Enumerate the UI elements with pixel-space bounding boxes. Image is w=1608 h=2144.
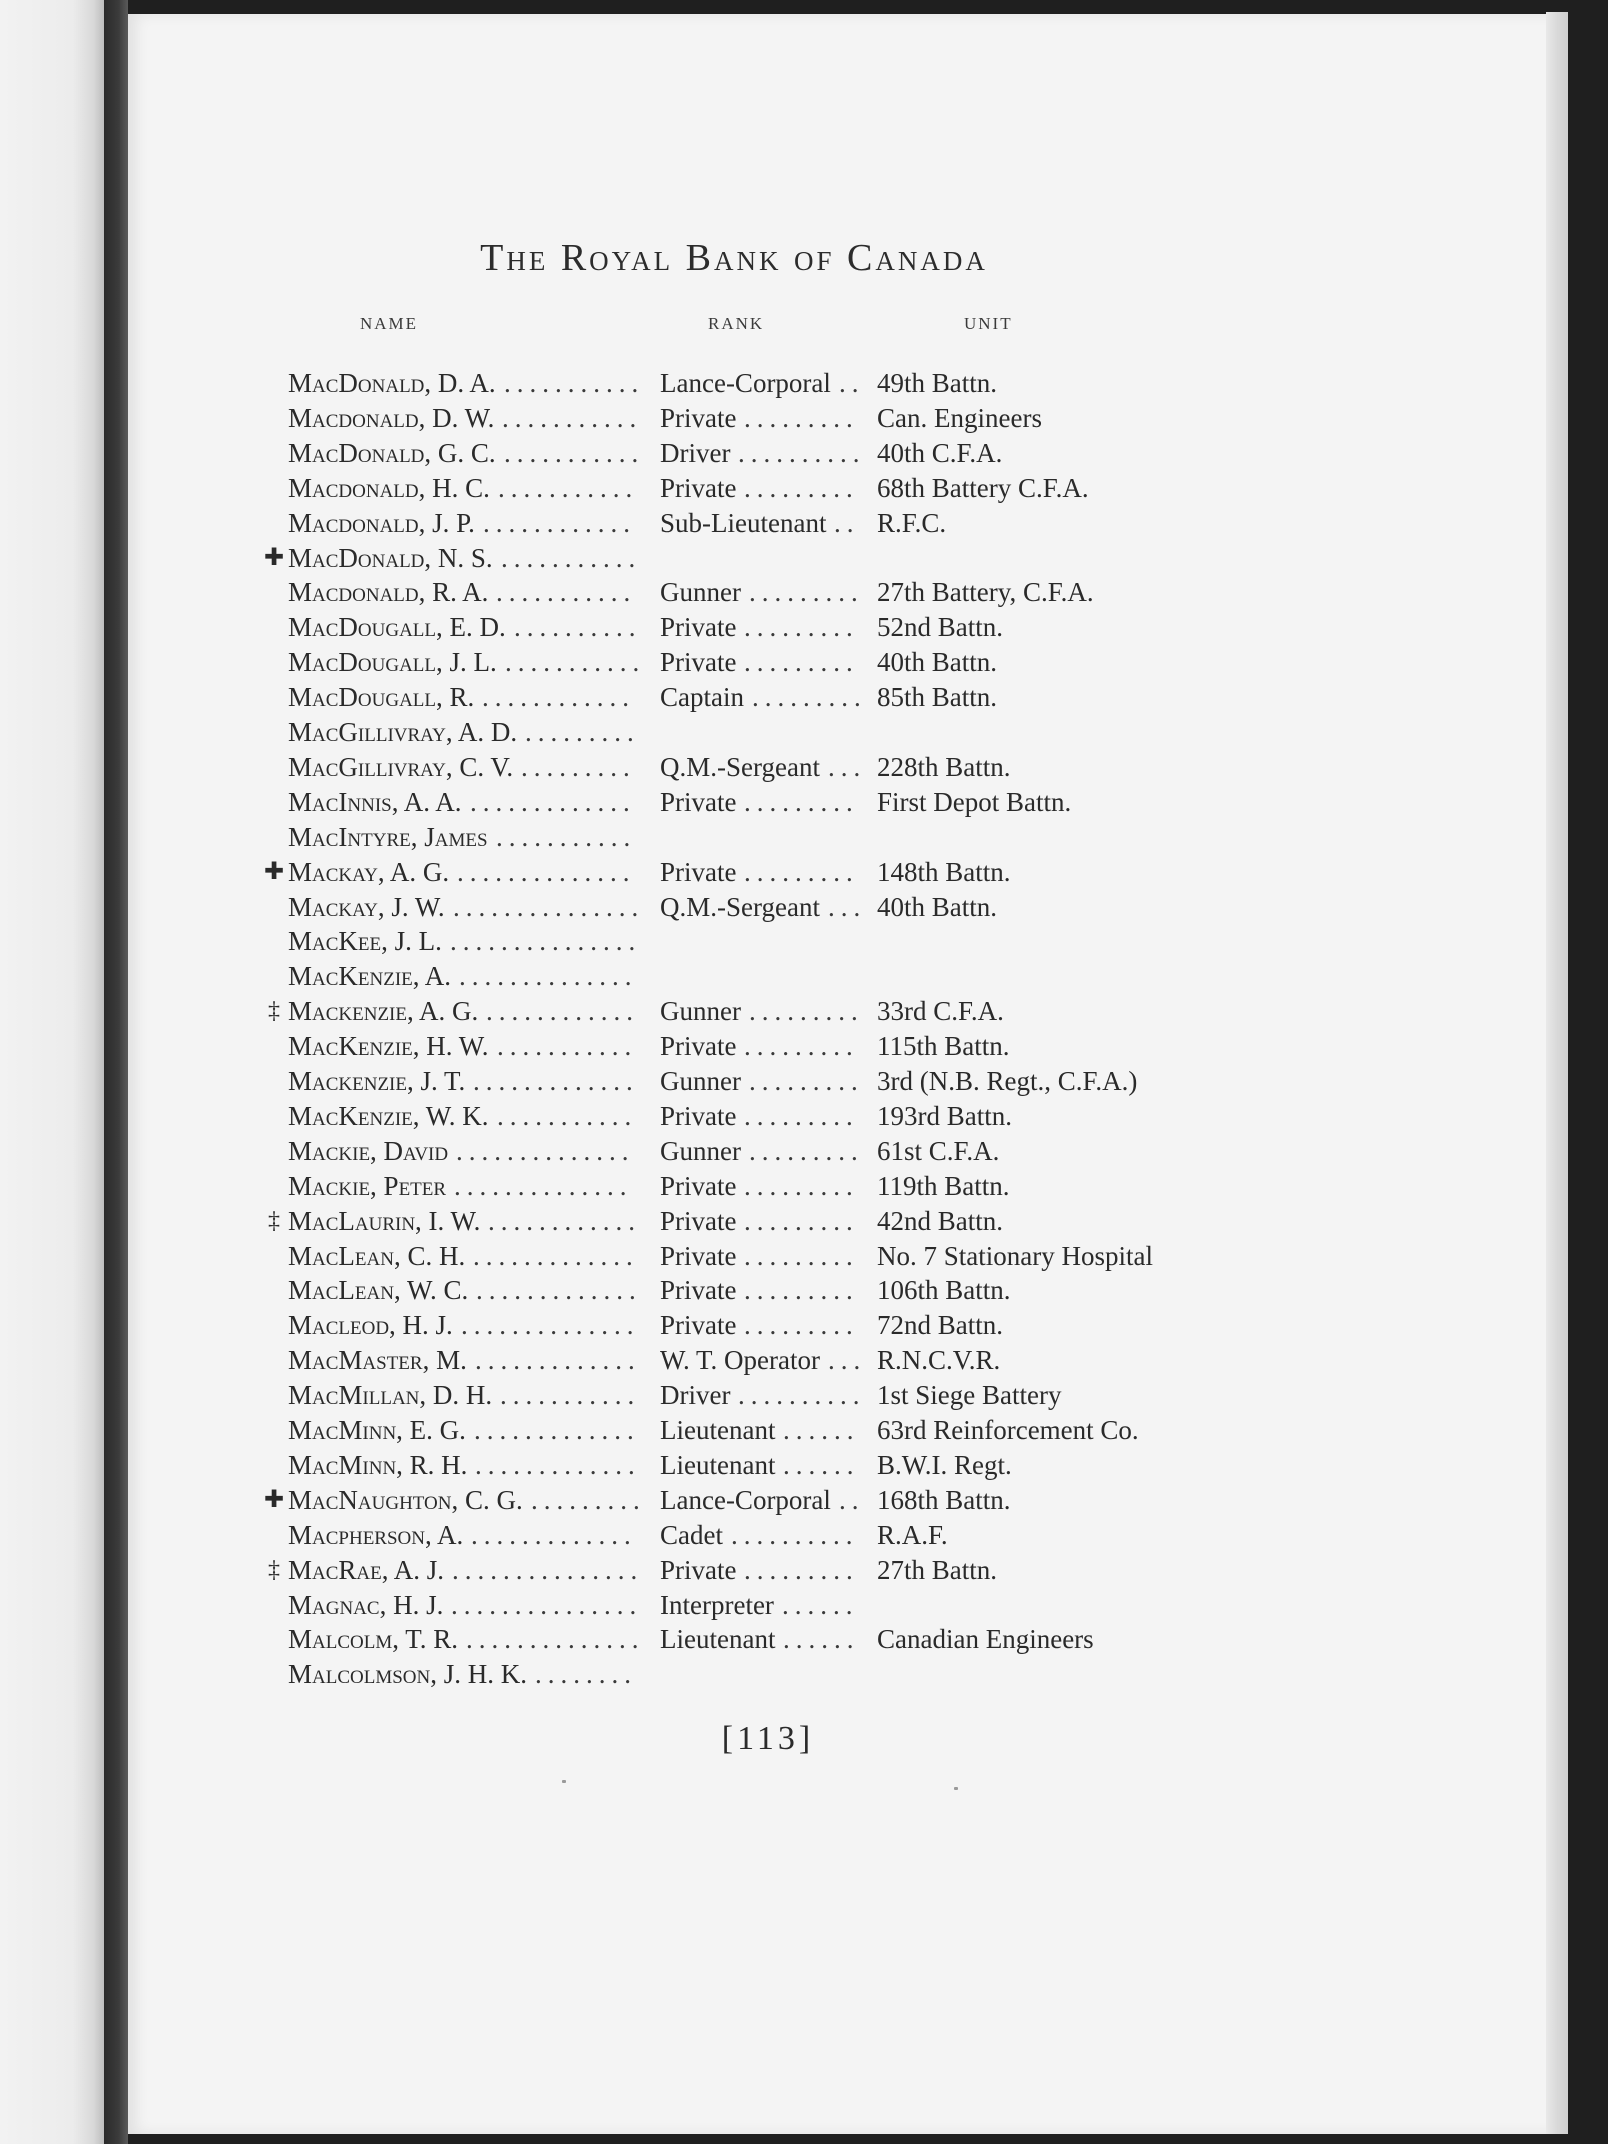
entry-rank: Lieutenant (660, 1624, 776, 1655)
roster-row (0, 1483, 1608, 1517)
leader-dots: ............ (486, 996, 639, 1027)
roster-row (0, 471, 1608, 505)
entry-unit: 52nd Battn. (877, 612, 1003, 643)
roster-row (0, 610, 1608, 644)
roster-row (0, 1343, 1608, 1377)
entry-rank: Gunner (660, 1135, 741, 1166)
entry-rank: W. T. Operator (660, 1345, 820, 1376)
leader-dots: ......... (744, 1554, 859, 1585)
entry-unit: 42nd Battn. (877, 1205, 1003, 1236)
entry-unit: 40th Battn. (877, 891, 997, 922)
entry-unit: Canadian Engineers (877, 1624, 1094, 1655)
leader-dots: ............. (475, 1345, 641, 1376)
roster-row (0, 1204, 1608, 1238)
entry-name: MacDonald, G. C. (288, 437, 496, 468)
entry-rank: Lance-Corporal (660, 368, 831, 398)
roster-row (0, 1099, 1608, 1133)
roster-row (0, 366, 1608, 400)
leader-dots: ......... (744, 612, 859, 643)
entry-name: MacLean, C. H. (288, 1240, 466, 1271)
leader-dots: .............. (459, 961, 638, 992)
leader-dots: ............ (488, 1205, 641, 1236)
leader-dots: ............. (473, 1066, 639, 1096)
entry-rank: Gunner (660, 577, 741, 608)
print-speck (562, 1780, 566, 1783)
leader-dots: ......... (525, 717, 640, 747)
leader-dots: ...... (783, 1415, 860, 1445)
leader-dots: ...... (782, 1589, 859, 1620)
entry-rank: Driver (660, 1380, 731, 1411)
entry-rank: Private (660, 1205, 737, 1236)
entry-name: Mackay, J. W. (288, 891, 445, 922)
entry-rank: Gunner (660, 996, 741, 1027)
entry-rank: Interpreter (660, 1589, 774, 1620)
roster-row (0, 1169, 1608, 1203)
entry-unit: 27th Battery, C.F.A. (877, 577, 1094, 608)
entry-unit: 106th Battn. (877, 1275, 1011, 1306)
leader-dots: .......... (738, 437, 866, 468)
leader-dots: ........... (504, 368, 645, 398)
leader-dots: ...... (783, 1624, 860, 1655)
leader-dots: ............. (471, 1519, 637, 1550)
roster-row (0, 855, 1608, 889)
entry-unit: 63rd Reinforcement Co. (877, 1415, 1139, 1445)
leader-dots: ... (828, 751, 867, 782)
roster-row (0, 436, 1608, 470)
entry-unit: 148th Battn. (877, 856, 1011, 887)
entry-name: Magnac, H. J. (288, 1589, 444, 1620)
entry-name: Malcolm, T. R. (288, 1624, 458, 1655)
entry-rank: Lieutenant (660, 1415, 776, 1445)
entry-unit: 119th Battn. (877, 1170, 1010, 1201)
roster-row (0, 1239, 1608, 1273)
entry-unit: 27th Battn. (877, 1554, 997, 1585)
entry-rank: Private (660, 786, 737, 817)
roster-row (0, 680, 1608, 714)
entry-unit: R.F.C. (877, 507, 947, 538)
roster-row (0, 890, 1608, 924)
column-header-rank: RANK (708, 314, 765, 333)
roster-row (0, 1413, 1608, 1447)
page-title: The Royal Bank of Canada (480, 237, 988, 279)
entry-name: MacDougall, R. (288, 682, 475, 713)
entry-name: MacLaurin, I. W. (288, 1205, 481, 1236)
entry-unit: First Depot Battn. (877, 786, 1072, 817)
entry-rank: Private (660, 612, 737, 643)
entry-name: MacInnis, A. A. (288, 786, 462, 817)
entry-unit: 115th Battn. (877, 1031, 1010, 1062)
entry-name: MacLean, W. C. (288, 1275, 469, 1306)
entry-rank: Private (660, 1031, 737, 1062)
page-number: [113] (721, 1720, 815, 1757)
entry-rank: Private (660, 1554, 737, 1585)
entry-name: MacMinn, R. H. (288, 1449, 468, 1480)
entry-name: MacNaughton, C. G. (288, 1484, 523, 1515)
entry-name: Malcolmson, J. H. K. (288, 1659, 527, 1690)
leader-dots: ........... (497, 1100, 638, 1131)
roster-row (0, 575, 1608, 609)
roster-row (0, 1029, 1608, 1063)
casualty-mark-icon: ‡ (268, 1207, 280, 1234)
entry-name: MacDougall, J. L. (288, 647, 497, 678)
leader-dots: ............ (483, 507, 636, 538)
entry-name: Macleod, H. J. (288, 1310, 453, 1341)
entry-name: MacRae, A. J. (288, 1554, 445, 1585)
column-header-name: NAME (360, 314, 419, 333)
entry-rank: Private (660, 856, 737, 887)
leader-dots: ......... (744, 1100, 859, 1131)
roster-row (0, 785, 1608, 819)
leader-dots: ........... (500, 1380, 641, 1411)
roster-row (0, 1448, 1608, 1482)
entry-name: Mackay, A. G. (288, 856, 450, 887)
leader-dots: .............. (466, 1624, 645, 1655)
entry-name: Macdonald, J. P. (288, 507, 475, 538)
entry-unit: 40th C.F.A. (877, 437, 1003, 468)
leader-dots: ......... (744, 786, 859, 817)
entry-rank: Private (660, 1240, 737, 1271)
leader-dots: ........... (498, 472, 639, 503)
entry-unit: 61st C.F.A. (877, 1135, 1000, 1166)
entry-name: MacMillan, D. H. (288, 1380, 493, 1411)
leader-dots: ......... (744, 647, 859, 678)
leader-dots: ......... (744, 1031, 859, 1062)
roster-row (0, 401, 1608, 435)
entry-rank: Private (660, 1170, 737, 1201)
entry-unit: 1st Siege Battery (877, 1380, 1062, 1411)
entry-name: MacKee, J. L. (288, 926, 442, 957)
entry-unit: 168th Battn. (877, 1484, 1011, 1515)
leader-dots: ........... (502, 402, 643, 433)
entry-rank: Private (660, 472, 737, 503)
leader-dots: ......... (744, 472, 859, 503)
roster-row (0, 1518, 1608, 1552)
leader-dots: ........... (497, 1031, 638, 1062)
entry-name: Mackenzie, J. T. (288, 1066, 466, 1096)
casualty-mark-icon: ✚ (263, 1486, 285, 1513)
leader-dots: .. (839, 1484, 865, 1515)
leader-dots: ............. (476, 1275, 642, 1306)
entry-unit: 49th Battn. (877, 368, 997, 398)
entry-rank: Private (660, 402, 737, 433)
roster-row (0, 1622, 1608, 1656)
entry-rank: Lieutenant (660, 1449, 776, 1480)
roster-row (0, 924, 1608, 958)
entry-rank: Cadet (660, 1519, 723, 1550)
entry-rank: Gunner (660, 1066, 741, 1096)
roster-row (0, 541, 1608, 575)
leader-dots: .............. (456, 1135, 635, 1166)
entry-rank: Lance-Corporal (660, 1484, 831, 1515)
leader-dots: ............ (482, 682, 635, 713)
entry-name: Mackie, David (288, 1135, 449, 1166)
casualty-mark-icon: ‡ (268, 998, 280, 1025)
entry-unit: Can. Engineers (877, 402, 1042, 433)
entry-name: Macpherson, A. (288, 1519, 464, 1550)
leader-dots: .......... (514, 612, 642, 643)
column-header-unit: UNIT (964, 314, 1013, 333)
leader-dots: ......... (752, 682, 867, 713)
roster-row (0, 1064, 1608, 1098)
leader-dots: ............. (474, 1415, 640, 1445)
leader-dots: ........... (501, 542, 642, 573)
leader-dots: ........... (505, 647, 646, 678)
entry-unit: 228th Battn. (877, 751, 1011, 782)
entry-name: Mackie, Peter (288, 1170, 447, 1201)
entry-name: Macdonald, H. C. (288, 472, 490, 503)
entry-name: MacKenzie, H. W. (288, 1031, 489, 1062)
entry-unit: 85th Battn. (877, 682, 997, 713)
roster-row (0, 1134, 1608, 1168)
leader-dots: ......... (749, 996, 864, 1027)
roster-row (0, 1657, 1608, 1691)
entry-rank: Captain (660, 682, 744, 713)
entry-name: Mackenzie, A. G. (288, 996, 479, 1027)
roster-row (0, 1273, 1608, 1307)
roster-row (0, 1553, 1608, 1587)
entry-rank: Private (660, 1275, 737, 1306)
entry-rank: Sub-Lieutenant (660, 507, 827, 538)
leader-dots: ......... (744, 1310, 859, 1341)
entry-unit: 40th Battn. (877, 647, 997, 678)
casualty-mark-icon: ‡ (268, 1556, 280, 1583)
leader-dots: ............... (450, 926, 642, 957)
leader-dots: ............. (470, 786, 636, 817)
entry-name: Macdonald, D. W. (288, 402, 495, 433)
entry-unit: No. 7 Stationary Hospital (877, 1240, 1153, 1271)
casualty-mark-icon: ✚ (263, 544, 285, 571)
entry-name: MacGillivray, C. V. (288, 751, 514, 782)
leader-dots: .............. (457, 856, 636, 887)
print-speck (954, 1787, 958, 1790)
leader-dots: .. (839, 368, 865, 398)
leader-dots: ............... (453, 891, 645, 922)
entry-name: MacDougall, E. D. (288, 612, 506, 643)
leader-dots: ............. (475, 1449, 641, 1480)
leader-dots: .......... (731, 1519, 859, 1550)
entry-unit: R.A.F. (877, 1519, 948, 1550)
roster-row (0, 645, 1608, 679)
leader-dots: .......... (738, 1380, 866, 1411)
entry-rank: Private (660, 1310, 737, 1341)
leader-dots: ...... (783, 1449, 860, 1480)
entry-unit: 3rd (N.B. Regt., C.F.A.) (877, 1066, 1138, 1096)
leader-dots: ......... (744, 402, 859, 433)
leader-dots: ............... (451, 1589, 643, 1620)
leader-dots: .............. (461, 1310, 640, 1341)
leader-dots: ........... (496, 577, 637, 608)
entry-name: MacKenzie, A. (288, 961, 452, 992)
leader-dots: ......... (749, 1135, 864, 1166)
roster-row (0, 715, 1608, 749)
leader-dots: ......... (744, 1205, 859, 1236)
entry-name: MacDonald, N. S. (288, 542, 493, 573)
entry-unit: 33rd C.F.A. (877, 996, 1004, 1027)
leader-dots: ... (828, 891, 867, 922)
leader-dots: ......... (521, 751, 636, 782)
leader-dots: ........ (535, 1659, 637, 1690)
entry-rank: Q.M.-Sergeant (660, 751, 820, 782)
leader-dots: .. (834, 507, 860, 538)
leader-dots: ......... (531, 1484, 646, 1515)
entry-name: MacMaster, M. (288, 1345, 467, 1376)
roster-row (0, 750, 1608, 784)
leader-dots: ........... (504, 437, 645, 468)
leader-dots: .............. (454, 1170, 633, 1201)
roster-row (0, 994, 1608, 1028)
leader-dots: ......... (744, 1240, 859, 1271)
leader-dots: ............... (452, 1554, 644, 1585)
entry-rank: Private (660, 647, 737, 678)
entry-rank: Q.M.-Sergeant (660, 891, 820, 922)
entry-rank: Private (660, 1100, 737, 1131)
roster-row (0, 959, 1608, 993)
roster-row (0, 820, 1608, 854)
entry-unit: 72nd Battn. (877, 1310, 1003, 1341)
entry-unit: 193rd Battn. (877, 1100, 1012, 1131)
leader-dots: ......... (744, 856, 859, 887)
roster-row (0, 1378, 1608, 1412)
roster-row (0, 506, 1608, 540)
entry-name: MacKenzie, W. K. (288, 1100, 489, 1131)
casualty-mark-icon: ✚ (263, 858, 285, 885)
leader-dots: ......... (744, 1275, 859, 1306)
leader-dots: ......... (749, 1066, 864, 1096)
entry-name: MacMinn, E. G. (288, 1415, 466, 1445)
entry-name: MacGillivray, A. D. (288, 717, 518, 747)
leader-dots: ......... (744, 1170, 859, 1201)
roster-row (0, 1308, 1608, 1342)
roster-row (0, 1588, 1608, 1622)
entry-name: MacIntyre, James (288, 821, 488, 852)
entry-rank: Driver (660, 437, 731, 468)
entry-unit: B.W.I. Regt. (877, 1449, 1012, 1480)
leader-dots: ........... (496, 821, 637, 852)
leader-dots: ............. (473, 1240, 639, 1271)
leader-dots: ......... (749, 577, 864, 608)
leader-dots: ... (828, 1345, 867, 1376)
entry-name: Macdonald, R. A. (288, 577, 489, 608)
entry-unit: 68th Battery C.F.A. (877, 472, 1089, 503)
entry-name: MacDonald, D. A. (288, 368, 496, 398)
entry-unit: R.N.C.V.R. (877, 1345, 1001, 1376)
